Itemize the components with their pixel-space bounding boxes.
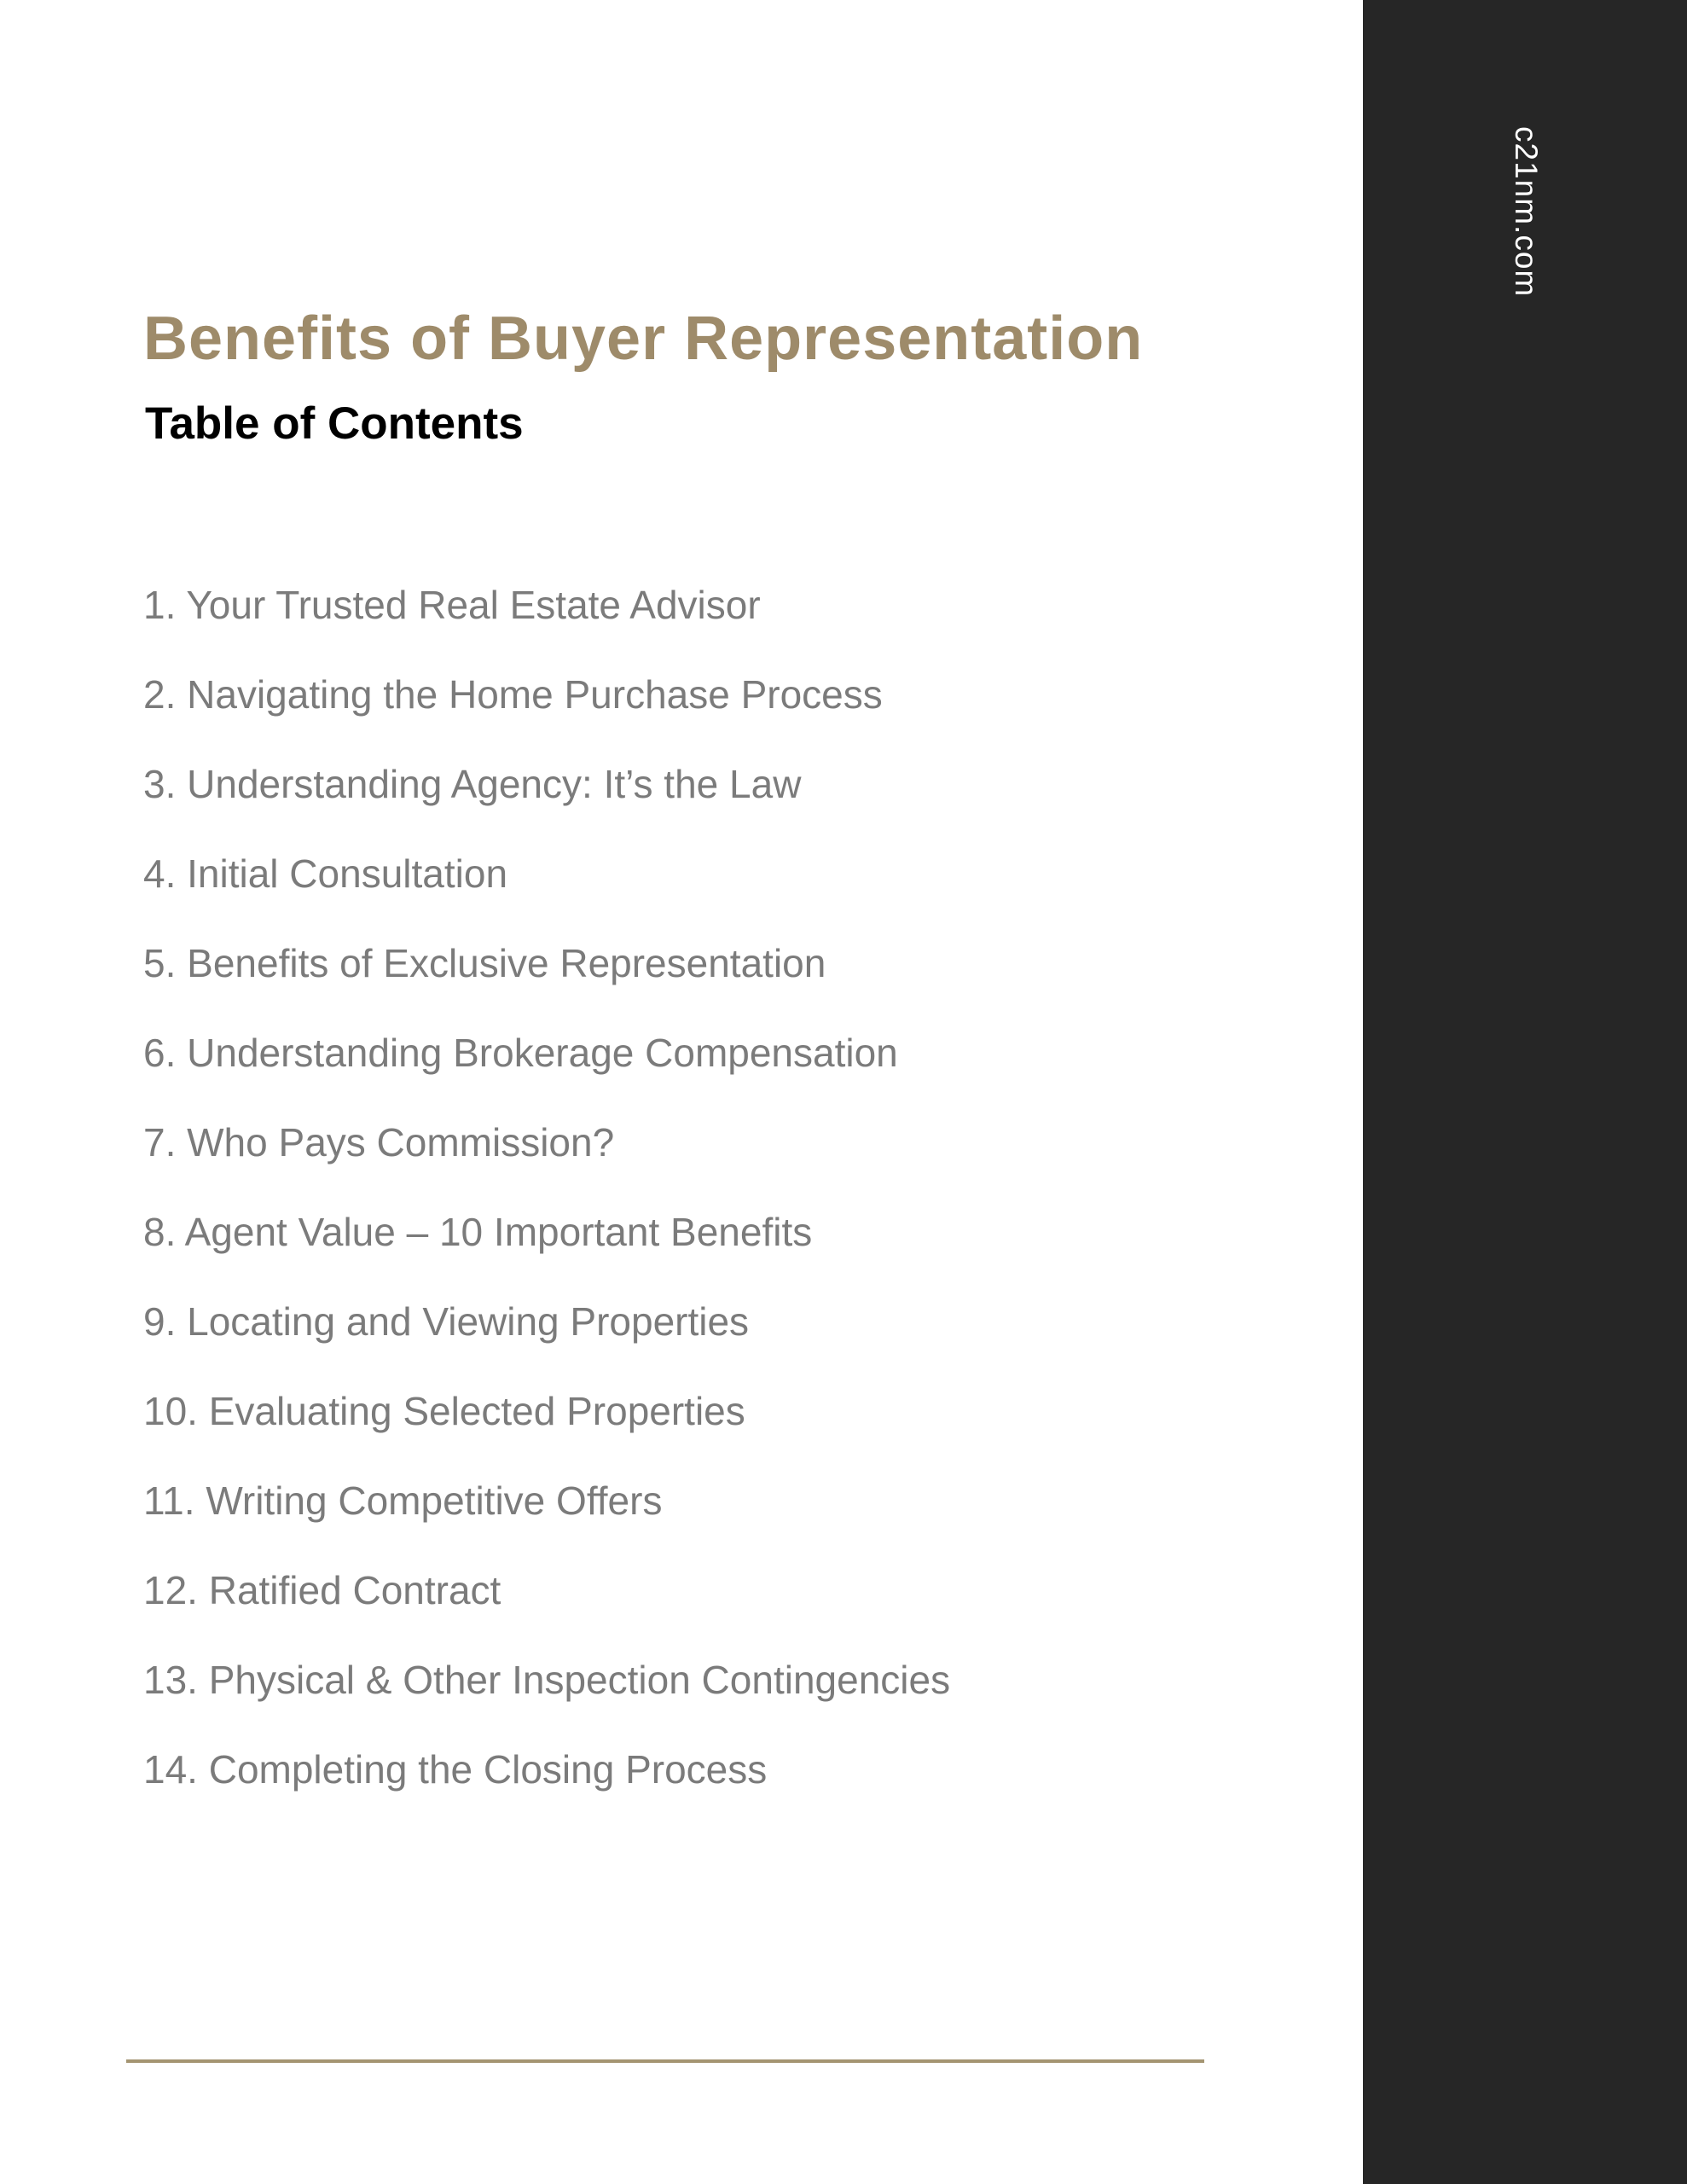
toc-item: 1. Your Trusted Real Estate Advisor bbox=[143, 583, 761, 627]
toc-item: 3. Understanding Agency: It’s the Law bbox=[143, 762, 802, 806]
footer-rule bbox=[126, 2059, 1204, 2063]
document-title: Benefits of Buyer Representation bbox=[143, 305, 1144, 373]
website-label: c21nm.com bbox=[1509, 126, 1544, 298]
toc-item: 6. Understanding Brokerage Compensation bbox=[143, 1031, 898, 1075]
toc-item: 13. Physical & Other Inspection Contingencies bbox=[143, 1658, 951, 1702]
toc-item: 4. Initial Consultation bbox=[143, 851, 508, 896]
side-band bbox=[1363, 0, 1687, 2184]
toc-item: 5. Benefits of Exclusive Representation bbox=[143, 941, 826, 985]
table-of-contents bbox=[143, 575, 950, 1829]
toc-item: 11. Writing Competitive Offers bbox=[143, 1478, 663, 1523]
toc-item: 7. Who Pays Commission? bbox=[143, 1120, 615, 1165]
toc-item: 9. Locating and Viewing Properties bbox=[143, 1299, 750, 1344]
toc-item: 10. Evaluating Selected Properties bbox=[143, 1389, 745, 1433]
toc-item: 8. Agent Value – 10 Important Benefits bbox=[143, 1210, 813, 1254]
toc-heading: Table of Contents bbox=[145, 398, 524, 449]
toc-item: 12. Ratified Contract bbox=[143, 1568, 501, 1612]
toc-item: 2. Navigating the Home Purchase Process bbox=[143, 672, 883, 717]
toc-item: 14. Completing the Closing Process bbox=[143, 1747, 768, 1792]
